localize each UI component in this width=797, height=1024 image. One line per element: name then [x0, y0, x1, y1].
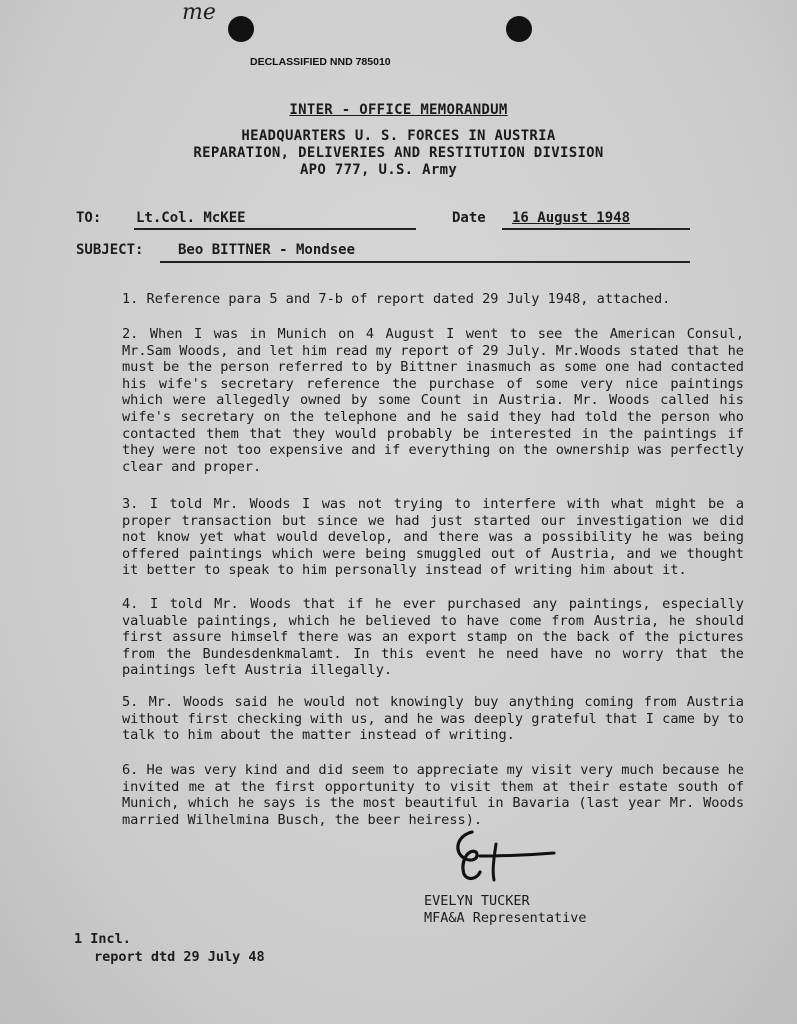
paragraph-1-text: 1. Reference para 5 and 7-b of report dated 29 July 1948, attached. [122, 291, 671, 307]
handwritten-signature [450, 818, 570, 888]
to-label: TO: [76, 210, 102, 226]
subject-label: SUBJECT: [76, 242, 144, 258]
to-value: Lt.Col. McKEE [136, 210, 246, 226]
header-line-3: APO 777, U.S. Army [299, 162, 458, 178]
signer-name: EVELYN TUCKER [424, 893, 530, 909]
punch-hole-left [228, 16, 254, 42]
signature-stroke-t [480, 844, 554, 880]
header-line-2: REPARATION, DELIVERIES AND RESTITUTION DIVISION [193, 145, 604, 161]
subject-value: Beo BITTNER - Mondsee [178, 242, 356, 258]
declassified-stamp: DECLASSIFIED NND 785010 [250, 56, 391, 68]
enclosure-description: report dtd 29 July 48 [94, 949, 265, 965]
header-line-1: HEADQUARTERS U. S. FORCES IN AUSTRIA [241, 128, 556, 144]
date-value: 16 August 1948 [512, 210, 631, 226]
punch-hole-right [506, 16, 532, 42]
paragraph-6-text: 6. He was very kind and did seem to appreciate my visit very much because he invited me at the first opportunity to visit them at their estate south of Munich, which he says is the most beautiful in Bavaria (last year Mr. Woods married Wilhelmina Busch, the beer heiress). [122, 762, 744, 828]
date-label: Date [452, 210, 486, 226]
paragraph-1 [76, 291, 744, 308]
enclosure-block [74, 930, 265, 966]
paragraph-3 [76, 496, 744, 579]
paragraph-5-text: 5. Mr. Woods said he would not knowingly buy anything coming from Austria without first checking with us, and he was deeply grateful that I came by to talk to him about the matter instead of writing. [122, 694, 744, 744]
memo-title: INTER - OFFICE MEMORANDUM [289, 102, 508, 118]
paragraph-4-text: 4. I told Mr. Woods that if he ever purchased any paintings, especially valuable paintings, which he believed to have come from Austria, he should first assure himself there was an export stamp on the back of the pictures from the Bundesdenkmalamt. In this event he need have no worry that the paintings left Austria illegally. [122, 596, 744, 679]
paragraph-3-text: 3. I told Mr. Woods I was not trying to interfere with what might be a proper transaction but since we had just started our investigation we did not know yet what would develop, and there was a possibility he was being offered paintings which were being smuggled out of Austria, and we thought it better to speak to him personally instead of writing him about it. [122, 496, 744, 579]
to-underline [134, 228, 416, 230]
subject-underline [160, 261, 690, 263]
paragraph-2-text: 2. When I was in Munich on 4 August I went to see the American Consul, Mr.Sam Woods, and let him read my report of 29 July. Mr.Woods stated that he must be the person referred to by Bittner inasmuch as some one had contacted his wife's secretary reference the purchase of some very nice paintings which were allegedly owned by some Count in Austria. Mr. Woods called his wife's secretary on the telephone and he said they had told the person who contacted them that they would probably be interested in the paintings if they were not too expensive and if everything on the ownership was perfectly clear and proper. [122, 326, 744, 475]
paragraph-6 [76, 762, 744, 828]
signature-block [424, 893, 587, 927]
paragraph-4 [76, 596, 744, 679]
paragraph-5 [76, 694, 744, 744]
date-underline [502, 228, 690, 230]
paragraph-2 [76, 326, 744, 475]
handwritten-mark: me [182, 0, 216, 25]
signature-stroke-e [458, 832, 480, 878]
signer-title: MFA&A Representative [424, 910, 587, 926]
enclosure-count: 1 Incl. [74, 931, 131, 947]
